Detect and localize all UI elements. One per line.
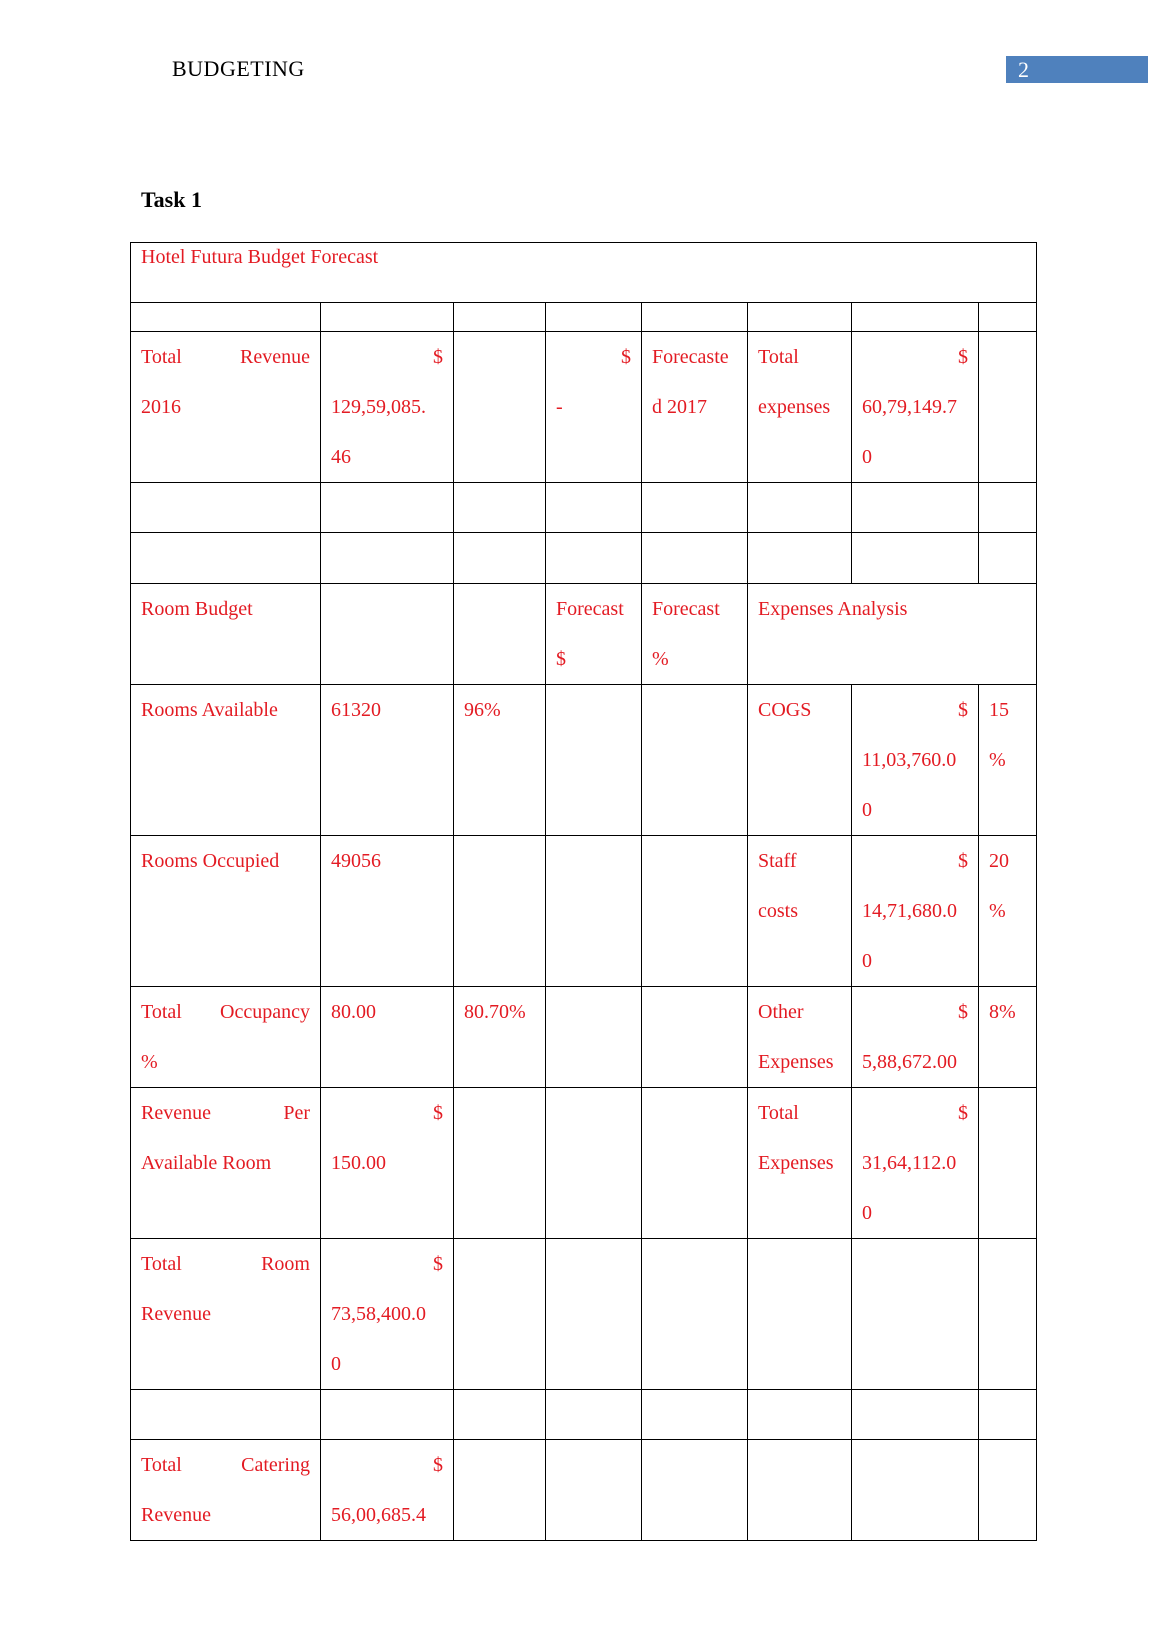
table-title: Hotel Futura Budget Forecast <box>131 243 1037 303</box>
table-cell <box>546 1440 642 1541</box>
table-cell <box>546 1088 642 1239</box>
total-revenue-2016-value: $ 129,59,085. 46 <box>321 332 454 483</box>
table-cell <box>852 303 979 332</box>
table-cell <box>454 1390 546 1440</box>
table-cell <box>454 483 546 533</box>
budget-forecast-table <box>130 242 1037 1541</box>
table-row <box>131 303 1037 332</box>
staff-costs-pct: 20 % <box>979 836 1037 987</box>
table-cell <box>852 483 979 533</box>
table-cell <box>852 1440 979 1541</box>
table-cell <box>454 332 546 483</box>
table-cell <box>748 483 852 533</box>
forecasted-2017-label: Forecaste d 2017 <box>642 332 748 483</box>
total-occupancy-pct: 80.70% <box>454 987 546 1088</box>
room-budget-header-row <box>131 584 1037 685</box>
table-cell <box>642 685 748 836</box>
table-row <box>131 533 1037 584</box>
table-cell <box>642 533 748 584</box>
total-occupancy-row <box>131 987 1037 1088</box>
table-cell <box>979 303 1037 332</box>
table-cell <box>454 836 546 987</box>
expenses-analysis-header: Expenses Analysis <box>748 584 1037 685</box>
total-revenue-2016-label: Total Revenue 2016 <box>131 332 321 483</box>
table-cell <box>454 303 546 332</box>
cogs-pct: 15 % <box>979 685 1037 836</box>
cogs-label: COGS <box>748 685 852 836</box>
table-cell <box>642 303 748 332</box>
total-expenses-analysis-value: $ 31,64,112.0 0 <box>852 1088 979 1239</box>
table-cell <box>454 533 546 584</box>
total-catering-revenue-value: $ 56,00,685.4 <box>321 1440 454 1541</box>
table-cell <box>546 1239 642 1390</box>
summary-row <box>131 332 1037 483</box>
table-cell <box>642 483 748 533</box>
total-catering-revenue-row <box>131 1440 1037 1541</box>
table-cell <box>546 483 642 533</box>
table-cell <box>321 584 454 685</box>
forecast-usd-header: Forecast $ <box>546 584 642 685</box>
forecast-pct-header: Forecast % <box>642 584 748 685</box>
table-cell <box>546 533 642 584</box>
room-budget-label: Room Budget <box>131 584 321 685</box>
task-heading: Task 1 <box>141 187 202 212</box>
table-row <box>131 1390 1037 1440</box>
total-room-revenue-row <box>131 1239 1037 1390</box>
total-expenses-analysis-label: Total Expenses <box>748 1088 852 1239</box>
revpar-label: Revenue Per Available Room <box>131 1088 321 1239</box>
table-cell <box>642 836 748 987</box>
table-cell <box>852 1390 979 1440</box>
table-cell <box>321 303 454 332</box>
other-expenses-label: Other Expenses <box>748 987 852 1088</box>
table-cell <box>748 1440 852 1541</box>
rooms-available-row <box>131 685 1037 836</box>
table-title-row <box>131 243 1037 303</box>
table-cell <box>454 1440 546 1541</box>
table-cell <box>748 303 852 332</box>
table-cell <box>546 303 642 332</box>
table-cell <box>642 1390 748 1440</box>
table-cell <box>979 1088 1037 1239</box>
table-cell <box>979 1390 1037 1440</box>
staff-costs-value: $ 14,71,680.0 0 <box>852 836 979 987</box>
running-head: BUDGETING <box>172 56 305 81</box>
table-cell <box>454 1088 546 1239</box>
rooms-occupied-label: Rooms Occupied <box>131 836 321 987</box>
rooms-available-value: 61320 <box>321 685 454 836</box>
table-cell <box>321 1390 454 1440</box>
rooms-available-pct: 96% <box>454 685 546 836</box>
table-cell <box>454 1239 546 1390</box>
total-catering-revenue-label: Total Catering Revenue <box>131 1440 321 1541</box>
table-cell <box>454 584 546 685</box>
other-expenses-pct: 8% <box>979 987 1037 1088</box>
cogs-value: $ 11,03,760.0 0 <box>852 685 979 836</box>
table-cell <box>979 1239 1037 1390</box>
total-room-revenue-value: $ 73,58,400.0 0 <box>321 1239 454 1390</box>
total-occupancy-label: Total Occupancy % <box>131 987 321 1088</box>
table-cell <box>546 685 642 836</box>
table-cell <box>642 1088 748 1239</box>
table-cell <box>131 483 321 533</box>
table-cell <box>321 533 454 584</box>
table-cell <box>642 1440 748 1541</box>
rooms-available-label: Rooms Available <box>131 685 321 836</box>
staff-costs-label: Staff costs <box>748 836 852 987</box>
total-expenses-value: $ 60,79,149.7 0 <box>852 332 979 483</box>
other-expenses-value: $ 5,88,672.00 <box>852 987 979 1088</box>
table-cell <box>979 1440 1037 1541</box>
table-cell <box>748 1239 852 1390</box>
total-room-revenue-label: Total Room Revenue <box>131 1239 321 1390</box>
forecast-value: $ - <box>546 332 642 483</box>
table-cell <box>748 533 852 584</box>
revpar-row <box>131 1088 1037 1239</box>
table-cell <box>852 1239 979 1390</box>
table-cell <box>546 836 642 987</box>
table-cell <box>642 987 748 1088</box>
table-cell <box>979 483 1037 533</box>
rooms-occupied-value: 49056 <box>321 836 454 987</box>
table-cell <box>852 533 979 584</box>
table-cell <box>131 303 321 332</box>
table-cell <box>131 1390 321 1440</box>
total-occupancy-value: 80.00 <box>321 987 454 1088</box>
table-cell <box>979 533 1037 584</box>
table-cell <box>979 332 1037 483</box>
table-cell <box>546 987 642 1088</box>
total-expenses-label: Total expenses <box>748 332 852 483</box>
table-cell <box>131 533 321 584</box>
table-cell <box>546 1390 642 1440</box>
table-cell <box>321 483 454 533</box>
table-cell <box>748 1390 852 1440</box>
table-cell <box>642 1239 748 1390</box>
page-number: 2 <box>1006 56 1148 83</box>
table-row <box>131 483 1037 533</box>
rooms-occupied-row <box>131 836 1037 987</box>
revpar-value: $ 150.00 <box>321 1088 454 1239</box>
